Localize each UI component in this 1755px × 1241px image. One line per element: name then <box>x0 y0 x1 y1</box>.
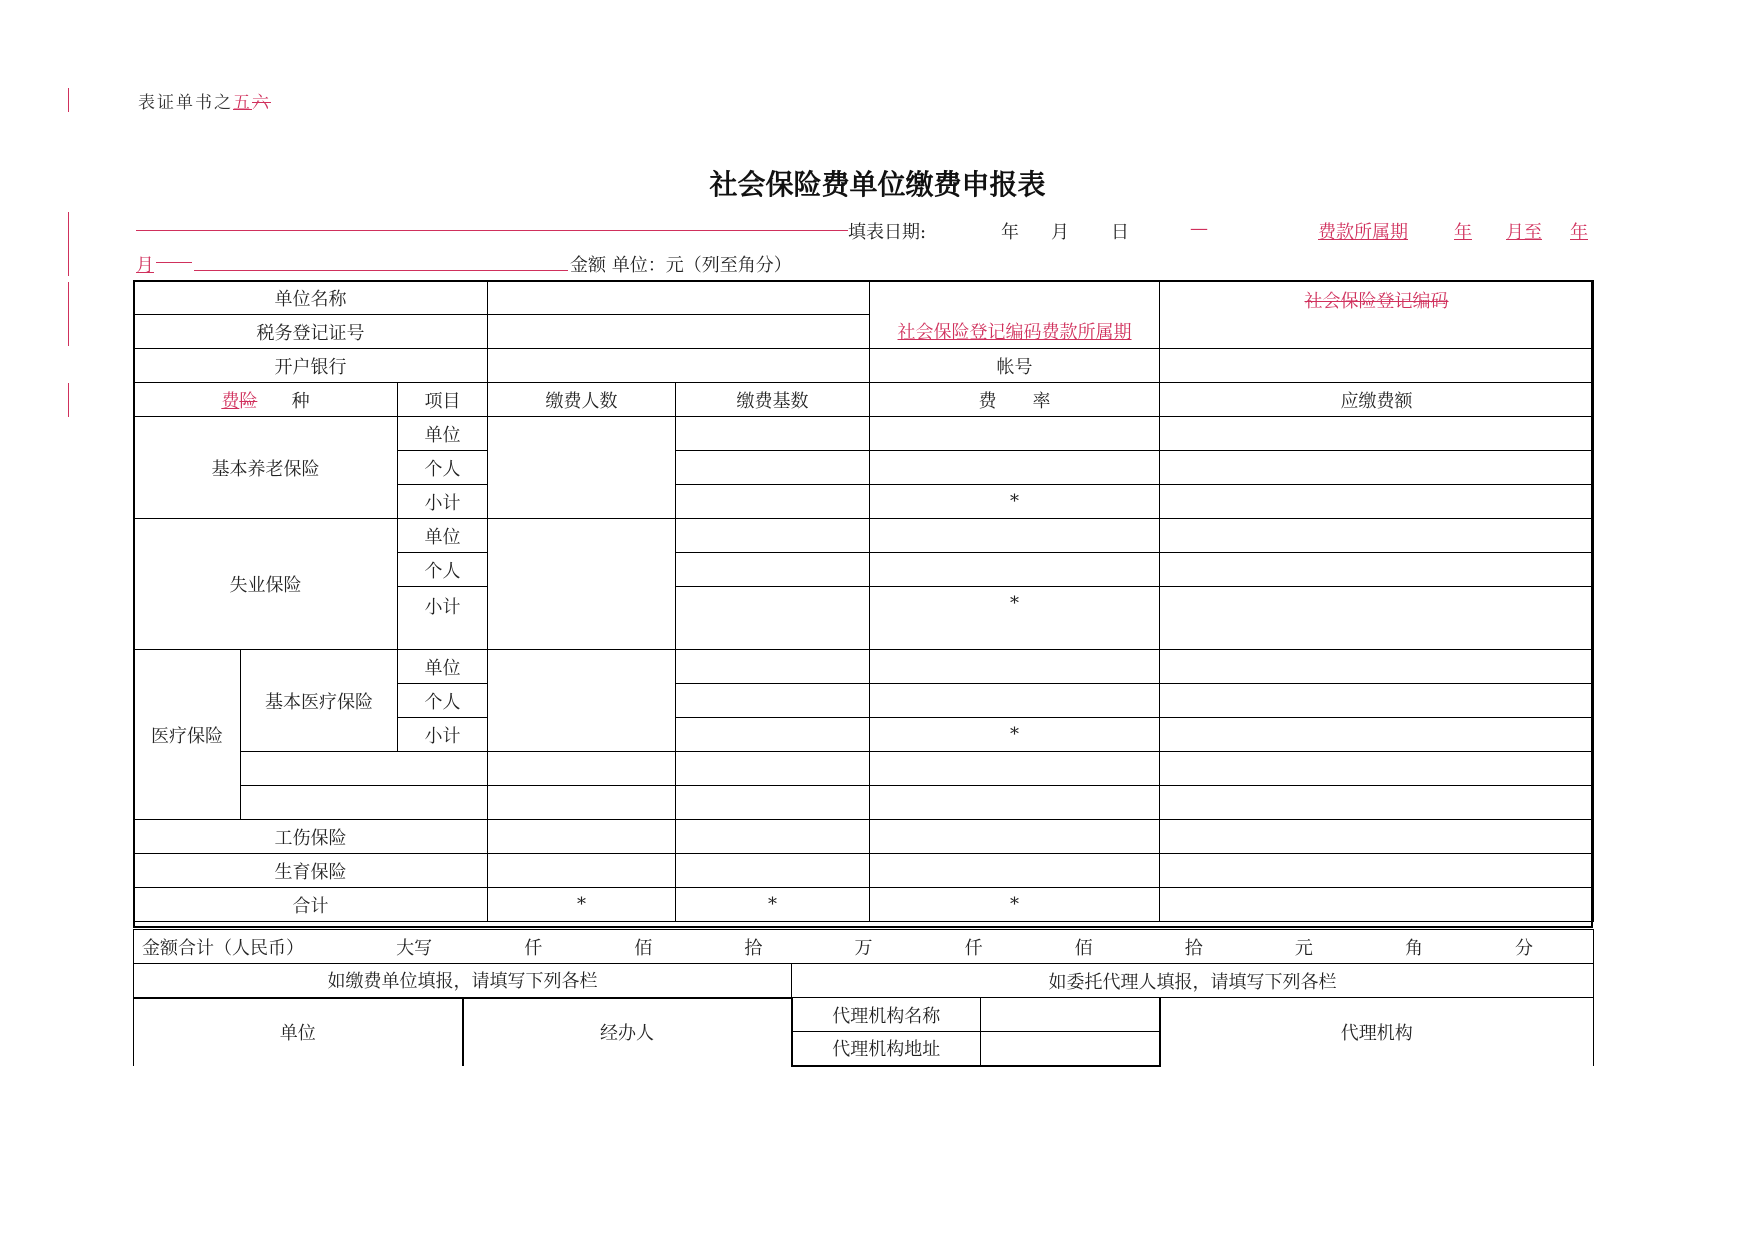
cell[interactable] <box>1160 718 1594 752</box>
cell[interactable] <box>676 451 870 485</box>
cell[interactable] <box>676 417 870 451</box>
cell[interactable] <box>870 553 1160 587</box>
agent-label: 代理机构 <box>1160 998 1594 1066</box>
cell[interactable] <box>676 519 870 553</box>
cell[interactable] <box>676 684 870 718</box>
handler-label: 经办人 <box>463 998 792 1066</box>
star-mark: * <box>870 888 1160 922</box>
unit-bai: 佰 <box>634 937 653 959</box>
revision-bar <box>68 88 69 112</box>
revision-bar <box>68 383 69 417</box>
agent-name-label: 代理机构名称 <box>792 998 981 1032</box>
cell[interactable] <box>870 820 1160 854</box>
amount-total-row <box>134 930 1594 964</box>
unemployment-label: 失业保险 <box>134 519 398 650</box>
unit-name-label: 单位名称 <box>134 281 488 315</box>
cell[interactable] <box>870 451 1160 485</box>
cell[interactable] <box>1160 485 1594 519</box>
unemployment-payers-field[interactable] <box>488 519 676 650</box>
cell[interactable] <box>676 820 870 854</box>
item-unit: 单位 <box>398 417 488 451</box>
star-mark: * <box>676 888 870 922</box>
dash: — <box>1190 218 1208 239</box>
social-reg-code-old-label: 社会保险登记编码 <box>1160 281 1594 349</box>
item-header: 项目 <box>398 383 488 417</box>
cell[interactable] <box>676 752 870 786</box>
cell[interactable] <box>1160 587 1594 650</box>
agent-address-label: 代理机构地址 <box>792 1032 981 1066</box>
star-mark: * <box>488 888 676 922</box>
document-code: 表证单书之五六 <box>138 93 271 113</box>
signature-table <box>133 929 1594 1067</box>
cell[interactable] <box>1160 553 1594 587</box>
bank-field[interactable] <box>488 349 870 383</box>
unit-jiao: 角 <box>1404 937 1423 959</box>
cell[interactable] <box>1160 650 1594 684</box>
unit-shi: 拾 <box>1184 937 1203 959</box>
star-mark: * <box>870 718 1160 752</box>
unit-qian: 仟 <box>524 937 543 959</box>
cell[interactable] <box>488 752 676 786</box>
unit-signature-label: 单位 <box>134 998 463 1066</box>
item-subtotal: 小计 <box>398 587 488 650</box>
cell[interactable] <box>1160 888 1594 922</box>
item-personal: 个人 <box>398 553 488 587</box>
cell[interactable] <box>1160 684 1594 718</box>
cell[interactable] <box>488 820 676 854</box>
cell[interactable] <box>1160 451 1594 485</box>
base-header: 缴费基数 <box>676 383 870 417</box>
item-personal: 个人 <box>398 451 488 485</box>
cell[interactable] <box>676 854 870 888</box>
cell[interactable] <box>870 417 1160 451</box>
amount-unit-label: 金额 单位：元（列至角分） <box>570 255 792 276</box>
cell[interactable] <box>1160 519 1594 553</box>
cell[interactable] <box>870 650 1160 684</box>
bank-label: 开户银行 <box>134 349 488 383</box>
cell[interactable] <box>870 752 1160 786</box>
agent-address-field[interactable] <box>981 1032 1160 1066</box>
item-personal: 个人 <box>398 684 488 718</box>
revision-bar <box>68 282 69 346</box>
fill-date-label: 填表日期: <box>848 222 927 243</box>
account-label: 帐号 <box>870 349 1160 383</box>
injury-label: 工伤保险 <box>134 820 488 854</box>
unit-fen: 分 <box>1515 937 1534 959</box>
by-unit-label: 如缴费单位填报，请填写下列各栏 <box>134 964 792 998</box>
unit-bai: 佰 <box>1074 937 1093 959</box>
capital-label: 大写 <box>396 937 433 959</box>
social-reg-code-label: 社会保险登记编码费款所属期 <box>870 281 1160 349</box>
form-title: 社会保险费单位缴费申报表 <box>709 168 1046 201</box>
tax-reg-label: 税务登记证号 <box>134 315 488 349</box>
unit-name-field[interactable] <box>488 281 870 315</box>
amount-due-header: 应缴费额 <box>1160 383 1594 417</box>
amount-total-label: 金额合计（人民币） <box>142 937 304 959</box>
agent-name-field[interactable] <box>981 998 1160 1032</box>
unit-qian: 仟 <box>964 937 983 959</box>
cell[interactable] <box>676 786 870 820</box>
cell[interactable] <box>676 718 870 752</box>
cell[interactable] <box>870 519 1160 553</box>
star-mark: * <box>870 485 1160 519</box>
cell[interactable] <box>1160 820 1594 854</box>
medical-label: 医疗保险 <box>134 650 241 820</box>
payers-header: 缴费人数 <box>488 383 676 417</box>
total-label: 合计 <box>134 888 488 922</box>
tax-reg-field[interactable] <box>488 315 870 349</box>
pension-payers-field[interactable] <box>488 417 676 519</box>
cell[interactable] <box>488 786 676 820</box>
underline <box>194 270 568 271</box>
cell[interactable] <box>241 786 488 820</box>
cell[interactable] <box>241 752 488 786</box>
cell[interactable] <box>1160 854 1594 888</box>
period-month-to-label: 月至 <box>1506 222 1542 243</box>
year-label: 年 <box>1001 222 1019 243</box>
revision-bar <box>68 212 69 276</box>
item-subtotal: 小计 <box>398 485 488 519</box>
cell[interactable] <box>870 854 1160 888</box>
cell[interactable] <box>676 553 870 587</box>
period-month-end-label: 月 <box>136 255 154 276</box>
medical-payers-field[interactable] <box>488 650 676 752</box>
underline <box>136 230 848 231</box>
period-year-label: 年 <box>1454 222 1472 243</box>
unit-wan: 万 <box>854 937 873 959</box>
account-field[interactable] <box>1160 349 1594 383</box>
item-unit: 单位 <box>398 519 488 553</box>
unit-yuan: 元 <box>1294 937 1313 959</box>
cell[interactable] <box>676 485 870 519</box>
cell[interactable] <box>1160 417 1594 451</box>
item-unit: 单位 <box>398 650 488 684</box>
underline <box>156 262 192 263</box>
period-label: 费款所属期 <box>1318 222 1408 243</box>
cell[interactable] <box>1160 752 1594 786</box>
unit-shi: 拾 <box>744 937 763 959</box>
period-year-end-label: 年 <box>1570 222 1588 243</box>
cell[interactable] <box>1160 786 1594 820</box>
basic-medical-label: 基本医疗保险 <box>241 650 398 752</box>
cell[interactable] <box>488 854 676 888</box>
pension-label: 基本养老保险 <box>134 417 398 519</box>
cell[interactable] <box>676 650 870 684</box>
maternity-label: 生育保险 <box>134 854 488 888</box>
declaration-table <box>133 280 1594 922</box>
cell[interactable] <box>870 684 1160 718</box>
rate-header: 费 率 <box>870 383 1160 417</box>
insurance-type-header: 费险 种 <box>134 383 398 417</box>
day-label: 日 <box>1111 222 1129 243</box>
star-mark: * <box>870 587 1160 650</box>
cell[interactable] <box>676 587 870 650</box>
month-label: 月 <box>1051 222 1069 243</box>
by-agent-label: 如委托代理人填报，请填写下列各栏 <box>792 964 1594 998</box>
item-subtotal: 小计 <box>398 718 488 752</box>
cell[interactable] <box>870 786 1160 820</box>
